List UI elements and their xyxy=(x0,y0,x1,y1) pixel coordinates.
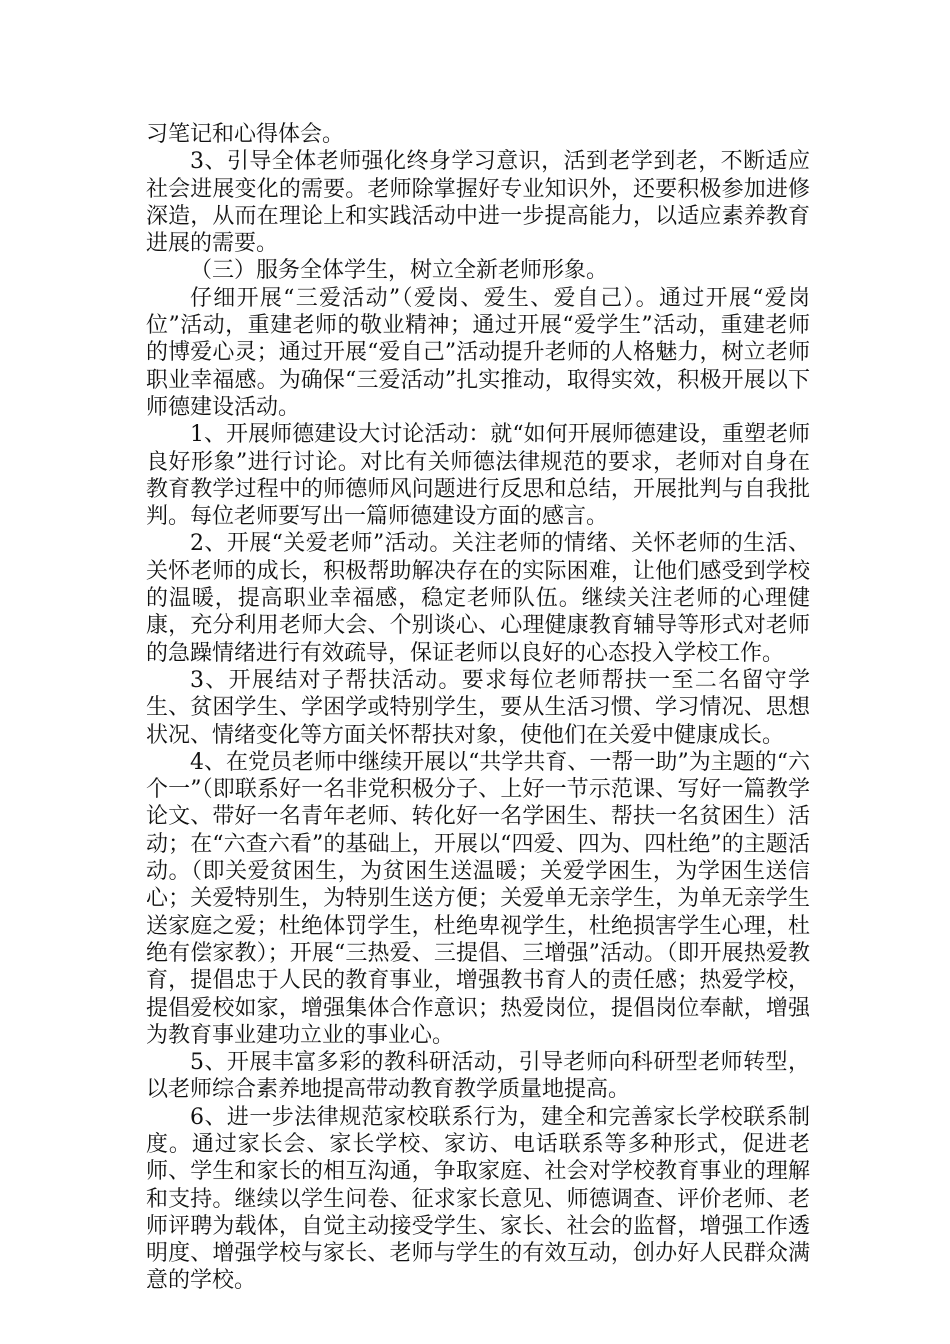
paragraph-item-5-research: 5、开展丰富多彩的教科研活动，引导老师向科研型老师转型，以老师综合素养地提高带动教育教学质量地提高。 xyxy=(146,1050,810,1103)
paragraph-item-4-party-members: 4、在党员老师中继续开展以“共学共育、一帮一助”为主题的“六个一”（即联系好一名非党积极分子、上好一节示范课、写好一篇教学论文、带好一名青年老师、转化好一名学困生、帮扶一名贫困生）活动；在“六查六看”的基础上，开展以“四爱、四为、四杜绝”的主题活动。（即关爱贫困生，为贫困生送温暖；关爱学困生，为学困生送信心；关爱特别生，为特别生送方便；关爱单无亲学生，为单无亲学生送家庭之爱；杜绝体罚学生，杜绝卑视学生，杜绝损害学生心理，杜绝有偿家教）；开展“三热爱、三提倡、三增强”活动。（即开展热爱教育，提倡忠于人民的教育事业，增强教书育人的责任感；热爱学校，提倡爱校如家，增强集体合作意识；热爱岗位，提倡岗位奉献，增强为教育事业建功立业的事业心。 xyxy=(146,749,810,1048)
paragraph-item-2-care-teachers: 2、开展“关爱老师”活动。关注老师的情绪、关怀老师的生活、关怀老师的成长，积极帮助解决存在的实际困难，让他们感受到学校的温暖，提高职业幸福感，稳定老师队伍。继续关注老师的心理健康，充分利用老师大会、个别谈心、心理健康教育辅导等形式对老师的急躁情绪进行有效疏导，保证老师以良好的心态投入学校工作。 xyxy=(146,531,810,666)
paragraph-item-1-discussion: 1、开展师德建设大讨论活动：就“如何开展师德建设，重塑老师良好形象”进行讨论。对比有关师德法律规范的要求，老师对自身在教育教学过程中的师德师风问题进行反思和总结，开展批判与自我批判。每位老师要写出一篇师德建设方面的感言。 xyxy=(146,422,810,530)
paragraph-three-love-activity: 仔细开展“三爱活动”（爱岗、爱生、爱自己）。通过开展“爱岗位”活动，重建老师的敬业精神；通过开展“爱学生”活动，重建老师的博爱心灵；通过开展“爱自己”活动提升老师的人格魅力，树立老师职业幸福感。为确保“三爱活动”扎实推动，取得实效，积极开展以下师德建设活动。 xyxy=(146,285,810,420)
paragraph-item-6-home-school: 6、进一步法律规范家校联系行为，建全和完善家长学校联系制度。通过家长会、家长学校、家访、电话联系等多种形式，促进老师、学生和家长的相互沟通，争取家庭、社会对学校教育事业的理解和支持。继续以学生问卷、征求家长意见、师德调查、评价老师、老师评聘为载体，自觉主动接受学生、家长、社会的监督，增强工作透明度、增强学校与家长、老师与学生的有效互动，创办好人民群众满意的学校。 xyxy=(146,1104,810,1294)
paragraph-item-3-lifelong-learning: 3、引导全体老师强化终身学习意识，活到老学到老，不断适应社会进展变化的需要。老师除掌握好专业知识外，还要积极参加进修深造，从而在理论上和实践活动中进一步提高能力，以适应素养教育进展的需要。 xyxy=(146,149,810,257)
paragraph-item-3-pairing: 3、开展结对子帮扶活动。要求每位老师帮扶一至二名留守学生、贫困学生、学困学或特别学生，要从生活习惯、学习情况、思想状况、情绪变化等方面关怀帮扶对象，使他们在关爱中健康成长。 xyxy=(146,667,810,748)
paragraph-continuation: 习笔记和心得体会。 xyxy=(146,122,345,147)
section-heading-three: （三）服务全体学生，树立全新老师形象。 xyxy=(190,258,609,284)
document-body xyxy=(146,121,810,1295)
